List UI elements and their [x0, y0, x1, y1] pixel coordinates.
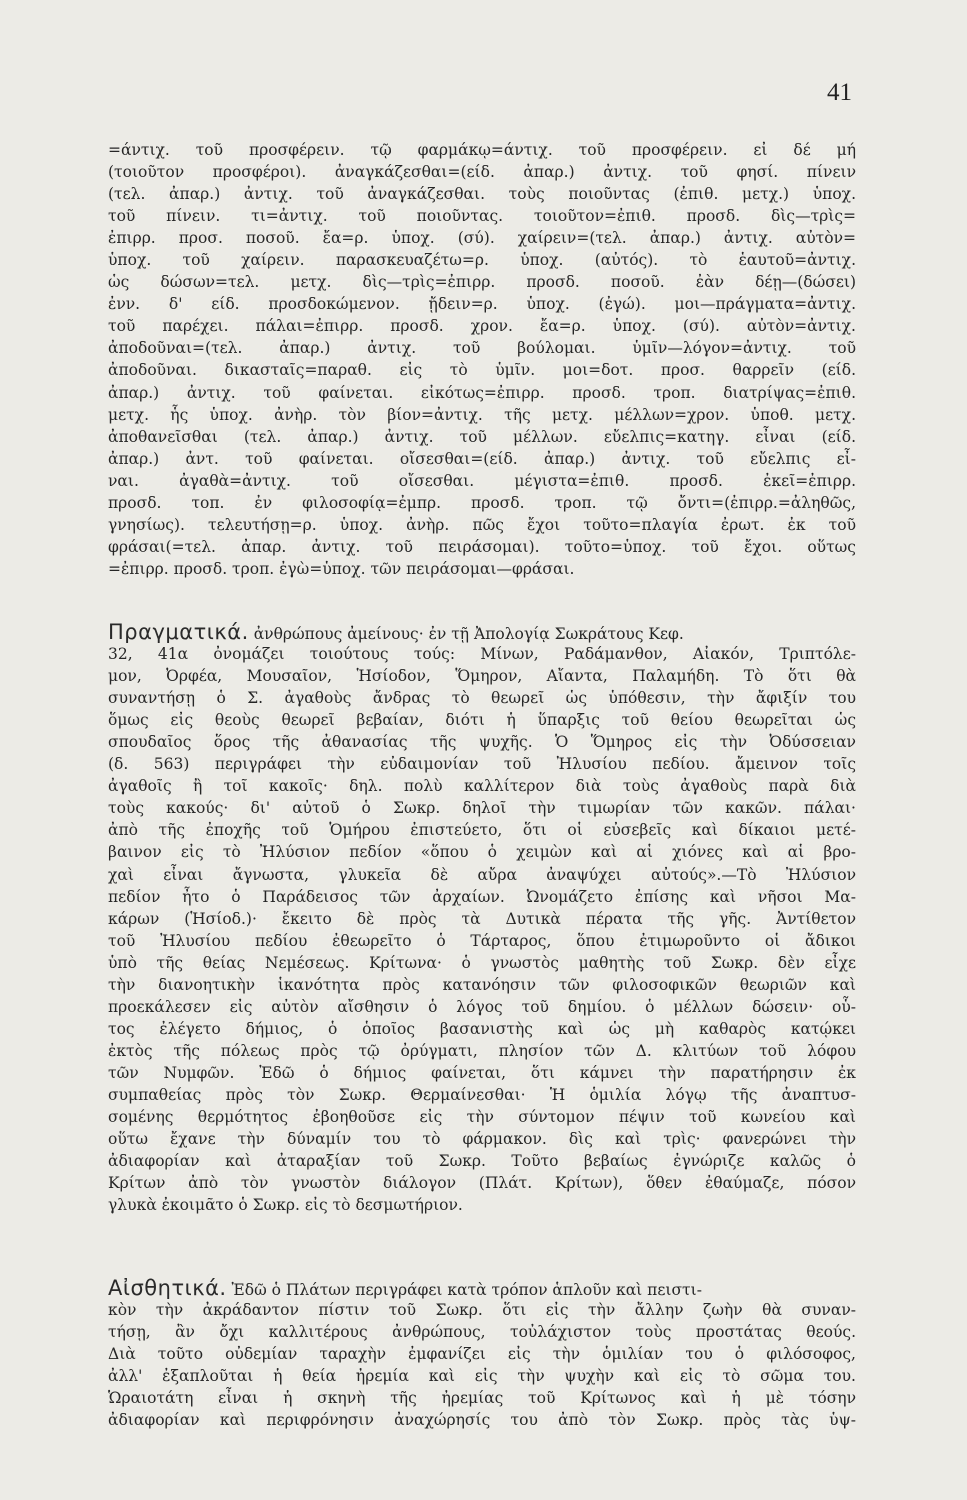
aisthitika-line-text: Ἐδῶ ὁ Πλάτων περιγράφει κατὰ τρόπον ἁπλοῦν καὶ πειστι-: [231, 1281, 702, 1299]
pragmatika-body: [108, 643, 856, 1216]
text-line: γλυκὰ ἐκοιμᾶτο ὁ Σωκρ. εἰς τὸ δεσμωτήριον.: [108, 1196, 463, 1215]
text-line: τήσῃ, ἂν ὄχι καλλιτέρους ἀνθρώπους, τοὐλάχιστον τοὺς προστάτας θεούς.: [108, 1323, 856, 1342]
pragmatika-first-line: [108, 621, 856, 643]
text-line: τὴν διανοητικὴν ἱκανότητα πρὸς κατανόησιν τῶν φιλοσοφικῶν θεωριῶν καὶ: [108, 975, 856, 994]
pragmatika-section: [108, 621, 856, 1216]
text-line: κὸν τὴν ἀκράδαντον πίστιν τοῦ Σωκρ. ὅτι εἰς τὴν ἄλλην ζωὴν θὰ συναν-: [108, 1301, 856, 1320]
text-line: προσδ. τοπ. ἐν φιλοσοφίᾳ=ἐμπρ. προσδ. τροπ. τῷ ὄντι=(ἐπιρρ.=ἀληθῶς,: [108, 493, 856, 512]
aisthitika-heading: Αἰσθητικά.: [108, 1277, 227, 1300]
text-line: (δ. 563) περιγράφει τὴν εὐδαιμονίαν τοῦ Ἠλυσίου πεδίου. ἄμεινον τοῖς: [108, 755, 856, 774]
text-line: πεδίον ἦτο ὁ Παράδεισος τῶν ἀρχαίων. Ὠνομάζετο ἐπίσης καὶ νῆσοι Μα-: [108, 887, 856, 906]
pragmatika-heading: Πραγματικά.: [108, 621, 249, 644]
text-line: ἀπαρ.) ἀντιχ. τοῦ φαίνεται. εἰκότως=ἐπιρρ. προσδ. τροπ. διατρίψας=ἐπιθ.: [108, 383, 856, 402]
text-line: βαινον εἰς τὸ Ἠλύσιον πεδίον «ὅπου ὁ χειμὼν καὶ αἱ χιόνες καὶ αἱ βρο-: [108, 843, 856, 862]
text-line: τοῦ πίνειν. τι=ἀντιχ. τοῦ ποιοῦντας. τοιοῦτον=ἐπιθ. προσδ. δὶς—τρὶς=: [108, 207, 856, 226]
text-line: ὅμως εἰς θεοὺς θεωρεῖ βεβαίαν, διότι ἡ ὕπαρξις τοῦ θείου θεωρεῖται ὡς: [108, 711, 856, 730]
text-line: Ὡραιοτάτη εἶναι ἡ σκηνὴ τῆς ἠρεμίας τοῦ Κρίτωνος καὶ ἡ μὲ τόσην: [108, 1389, 856, 1408]
text-line: χαὶ εἶναι ἄγνωστα, γλυκεῖα δὲ αὔρα ἀναψύχει αὐτούς».—Τὸ Ἠλύσιον: [108, 865, 856, 884]
aisthitika-section: [108, 1277, 856, 1431]
text-line: προεκάλεσεν εἰς αὐτὸν αἴσθησιν ὁ λόγος τοῦ δημίου. ὁ μέλλων δώσειν· οὗ-: [108, 997, 856, 1016]
text-line: =άντιχ. τοῦ προσφέρειν. τῷ φαρμάκῳ=άντιχ. τοῦ προσφέρειν. εἰ δέ μή: [108, 141, 856, 159]
text-line: τοῦ παρέχει. πάλαι=ἐπιρρ. προσδ. χρον. ἔα=ρ. ὑποχ. (σύ). αὐτὸν=ἀντιχ.: [108, 317, 856, 336]
text-line: ναι. ἀγαθὰ=ἀντιχ. τοῦ οἴσεσθαι. μέγιστα=ἐπιθ. προσδ. ἐκεῖ=ἐπιρρ.: [108, 471, 856, 490]
text-line: ἐπιρρ. προσ. ποσοῦ. ἔα=ρ. ὑποχ. (σύ). χαίρειν=(τελ. ἀπαρ.) ἀντιχ. αὐτὸν=: [108, 229, 856, 248]
text-line: ὑπὸ τῆς θείας Νεμέσεως. Κρίτωνα· ὁ γνωστὸς μαθητὴς τοῦ Σωκρ. δὲν εἶχε: [108, 953, 856, 972]
text-line: ἀδιαφορίαν καὶ ἀταραξίαν τοῦ Σωκρ. Τοῦτο βεβαίως ἐγνώριζε καλῶς ὁ: [108, 1152, 856, 1171]
text-line: (τοιοῦτον προσφέροι). ἀναγκάζεσθαι=(είδ. ἀπαρ.) ἀντιχ. τοῦ φησί. πίνειν: [108, 163, 856, 182]
page-number: 41: [827, 79, 852, 106]
aisthitika-body: [108, 1299, 856, 1431]
text-line: ἀδιαφορίαν καὶ περιφρόνησιν ἀναχώρησίς του ἀπὸ τὸν Σωκρ. πρὸς τὰς ὑψ-: [108, 1411, 856, 1430]
text-line: σομένης θερμότητος ἐβοηθοῦσε εἰς τὴν σύντομον πέψιν τοῦ κωνείου καὶ: [108, 1108, 856, 1127]
text-line: ἀπὸ τῆς ἐποχῆς τοῦ Ὁμήρου ἐπιστεύετο, ὅτι οἱ εὐσεβεῖς καὶ δίκαιοι μετέ-: [108, 821, 856, 840]
text-line: τος ἐλέγετο δήμιος, ὁ ὁποῖος βασανιστὴς καὶ ὡς μὴ καθαρὸς κατῴκει: [108, 1019, 856, 1038]
text-line: ἐκτὸς τῆς πόλεως πρὸς τῷ ὀρύγματι, πλησίον τῶν Δ. κλιτύων τοῦ λόφου: [108, 1041, 856, 1060]
text-line: Διὰ τοῦτο οὐδεμίαν ταραχὴν ἐμφανίζει εἰς τὴν ὁμιλίαν του ὁ φιλόσοφος,: [108, 1345, 856, 1364]
text-line: ἀποδοῦναι. δικασταῖς=παραθ. εἰς τὸ ὑμῖν. μοι=δοτ. προσ. θαρρεῖν (είδ.: [108, 361, 856, 380]
text-line: ὑποχ. τοῦ χαίρειν. παρασκευαζέτω=ρ. ὑποχ. (αὐτός). τὸ ἑαυτοῦ=ἀντιχ.: [108, 251, 856, 270]
text-line: φράσαι(=τελ. ἀπαρ. ἀντιχ. τοῦ πειράσομαι). τοῦτο=ὑποχ. τοῦ ἔχοι. οὕτως: [108, 537, 856, 556]
text-line: μετχ. ἧς ὑποχ. ἀνὴρ. τὸν βίον=ἀντιχ. τῆς μετχ. μέλλων=χρον. ὑποθ. μετχ.: [108, 405, 856, 424]
text-line: γνησίως). τελευτήσῃ=ρ. ὑποχ. ἀνὴρ. πῶς ἔχοι τοῦτο=πλαγία ἐρωτ. ἐκ τοῦ: [108, 515, 856, 534]
text-line: ἐνν. δ' είδ. προσδοκώμενον. ᾔδειν=ρ. ὑποχ. (ἐγώ). μοι—πράγματα=ἀντιχ.: [108, 295, 856, 314]
text-line: ὡς δώσων=τελ. μετχ. δὶς—τρὶς=ἐπιρρ. προσδ. ποσοῦ. ἐὰν δέῃ—(δώσει): [108, 273, 856, 292]
text-line: τοῦ Ἠλυσίου πεδίου ἐθεωρεῖτο ὁ Τάρταρος, ὅπου ἐτιμωροῦντο οἱ ἄδικοι: [108, 931, 856, 950]
text-line: Κρίτων ἀπὸ τὸν γνωστὸν διάλογον (Πλάτ. Κρίτων), ὅθεν ἐθαύμαζε, πόσον: [108, 1174, 856, 1193]
text-line: σπουδαῖος ὅρος τῆς ἀθανασίας τῆς ψυχῆς. Ὁ Ὅμηρος εἰς τὴν Ὀδύσσειαν: [108, 733, 856, 752]
pragmatika-line-text: ἀνθρώπους ἀμείνους· ἐν τῇ Ἀπολογίᾳ Σωκράτους Κεφ.: [253, 625, 684, 643]
text-line: συμπαθείας πρὸς τὸν Σωκρ. Θερμαίνεσθαι· Ἡ ὁμιλία λόγῳ τῆς ἀναπτυσ-: [108, 1085, 856, 1104]
text-line: =ἐπιρρ. προσδ. τροπ. ἐγὼ=ὑποχ. τῶν πειράσομαι—φράσαι.: [108, 559, 575, 578]
text-line: μον, Ὀρφέα, Μουσαῖον, Ἡσίοδον, Ὅμηρον, Αἴαντα, Παλαμήδη. Τὸ ὅτι θὰ: [108, 667, 856, 686]
text-line: ἀποθανεῖσθαι (τελ. ἀπαρ.) ἀντιχ. τοῦ μέλλων. εὔελπις=κατηγ. εἶναι (είδ.: [108, 427, 856, 446]
text-line: συναντήσῃ ὁ Σ. ἀγαθοὺς ἄνδρας τὸ θεωρεῖ ὡς ὑπόθεσιν, τὴν ἄφιξίν του: [108, 689, 856, 708]
text-line: 32, 41α ὀνομάζει τοιούτους τούς: Μίνων, Ραδάμανθον, Αἰακόν, Τριπτόλε-: [108, 645, 856, 664]
text-line: ἀπαρ.) ἀντ. τοῦ φαίνεται. οἴσεσθαι=(είδ. ἀπαρ.) ἀντιχ. τοῦ εὔελπις εἶ-: [108, 449, 856, 468]
text-line: οὕτω ἔχανε τὴν δύναμίν του τὸ φάρμακον. δὶς καὶ τρὶς· φανερώνει τὴν: [108, 1130, 856, 1149]
text-line: ἀποδοῦναι=(τελ. ἀπαρ.) ἀντιχ. τοῦ βούλομαι. ὑμῖν—λόγον=ἀντιχ. τοῦ: [108, 339, 856, 358]
text-line: ἀγαθοῖς ἢ τοῖ κακοῖς· δηλ. πολὺ καλλίτερον διὰ τοὺς ἀγαθοὺς παρὰ διὰ: [108, 777, 856, 796]
text-line: τοὺς κακούς· δι' αὐτοῦ ὁ Σωκρ. δηλοῖ τὴν τιμωρίαν τῶν κακῶν. πάλαι·: [108, 799, 856, 818]
text-line: (τελ. ἀπαρ.) ἀντιχ. τοῦ ἀναγκάζεσθαι. τοὺς ποιοῦντας (ἐπιθ. μετχ.) ὑποχ.: [108, 185, 856, 204]
aisthitika-first-line: [108, 1277, 856, 1299]
text-line: τῶν Νυμφῶν. Ἐδῶ ὁ δήμιος φαίνεται, ὅτι κάμνει τὴν παρατήρησιν ἐκ: [108, 1063, 856, 1082]
text-line: ἀλλ' ἐξαπλοῦται ἡ θεία ἠρεμία καὶ εἰς τὴν ψυχὴν καὶ εἰς τὸ σῶμα του.: [108, 1367, 856, 1386]
text-line: κάρων (Ἡσίοδ.)· ἔκειτο δὲ πρὸς τὰ Δυτικὰ πέρατα τῆς γῆς. Ἀντίθετον: [108, 909, 856, 928]
grammatical-analysis-section: [108, 139, 856, 580]
